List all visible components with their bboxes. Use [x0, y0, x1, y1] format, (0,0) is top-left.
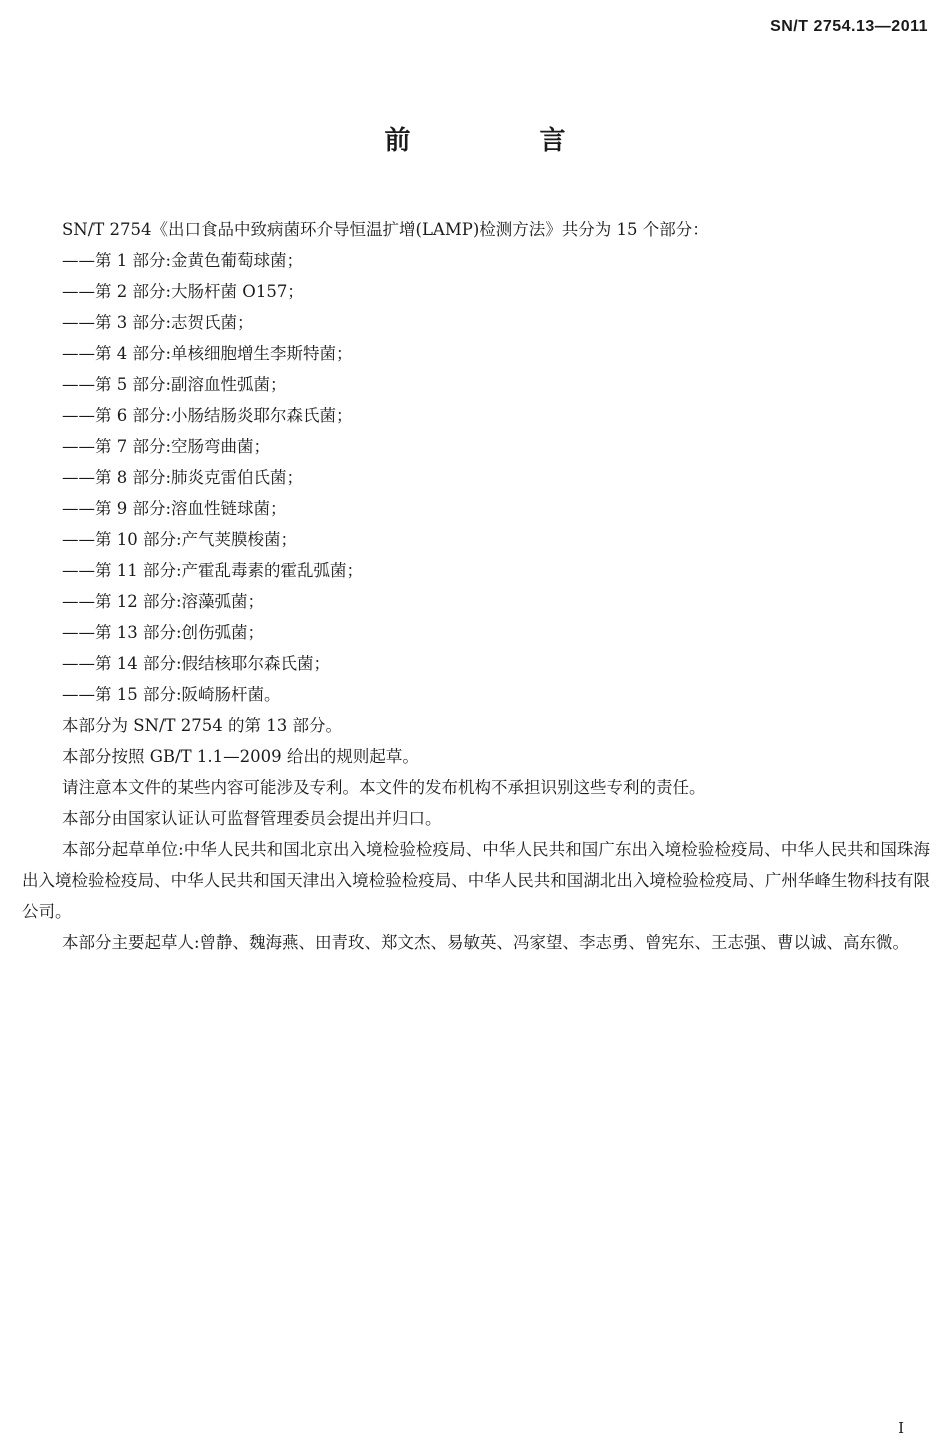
list-item: ——第 2 部分:大肠杆菌 O157；: [62, 282, 304, 301]
list-item: ——第 9 部分:溶血性链球菌；: [62, 499, 287, 518]
drafting-units-paragraph: 本部分起草单位:中华人民共和国北京出入境检验检疫局、中华人民共和国广东出入境检验检疫局、中华人民共和国珠海出入境检验检疫局、中华人民共和国天津出入境检验检疫局、中华人民共和国湖北出入境检验检疫局、广州华峰生物科技有限公司。: [22, 840, 930, 921]
list-item: ——第 3 部分:志贺氏菌；: [62, 313, 254, 332]
drafters-paragraph: 本部分主要起草人:曾静、魏海燕、田青玫、郑文杰、易敏英、冯家望、李志勇、曾宪东、王志强、曹以诚、高东微。: [62, 933, 910, 952]
part-number-paragraph: 本部分为 SN/T 2754 的第 13 部分。: [62, 716, 343, 735]
list-item: ——第 6 部分:小肠结肠炎耶尔森氏菌；: [62, 406, 353, 425]
list-item: ——第 7 部分:空肠弯曲菌；: [62, 437, 271, 456]
patent-notice-paragraph: 请注意本文件的某些内容可能涉及专利。本文件的发布机构不承担识别这些专利的责任。: [62, 778, 706, 797]
list-item: ——第 12 部分:溶藻弧菌；: [62, 592, 265, 611]
list-item: ——第 5 部分:副溶血性弧菌；: [62, 375, 287, 394]
document-body: [22, 214, 930, 958]
drafting-rules-paragraph: 本部分按照 GB/T 1.1—2009 给出的规则起草。: [62, 747, 419, 766]
proposer-paragraph: 本部分由国家认证认可监督管理委员会提出并归口。: [62, 809, 442, 828]
list-item: ——第 11 部分:产霍乱毒素的霍乱弧菌；: [62, 561, 364, 580]
list-item: ——第 14 部分:假结核耶尔森氏菌；: [62, 654, 331, 673]
list-item: ——第 10 部分:产气荚膜梭菌；: [62, 530, 298, 549]
intro-paragraph: SN/T 2754《出口食品中致病菌环介导恒温扩增(LAMP)检测方法》共分为 15 个部分：: [62, 220, 709, 239]
standard-code: SN/T 2754.13—2011: [770, 18, 928, 35]
page-title: 前 言: [384, 126, 626, 156]
list-item: ——第 8 部分:肺炎克雷伯氏菌；: [62, 468, 304, 487]
page-number: I: [898, 1419, 904, 1437]
list-item: ——第 4 部分:单核细胞增生李斯特菌；: [62, 344, 353, 363]
list-item: ——第 15 部分:阪崎肠杆菌。: [62, 685, 281, 704]
list-item: ——第 1 部分:金黄色葡萄球菌；: [62, 251, 304, 270]
list-item: ——第 13 部分:创伤弧菌；: [62, 623, 265, 642]
